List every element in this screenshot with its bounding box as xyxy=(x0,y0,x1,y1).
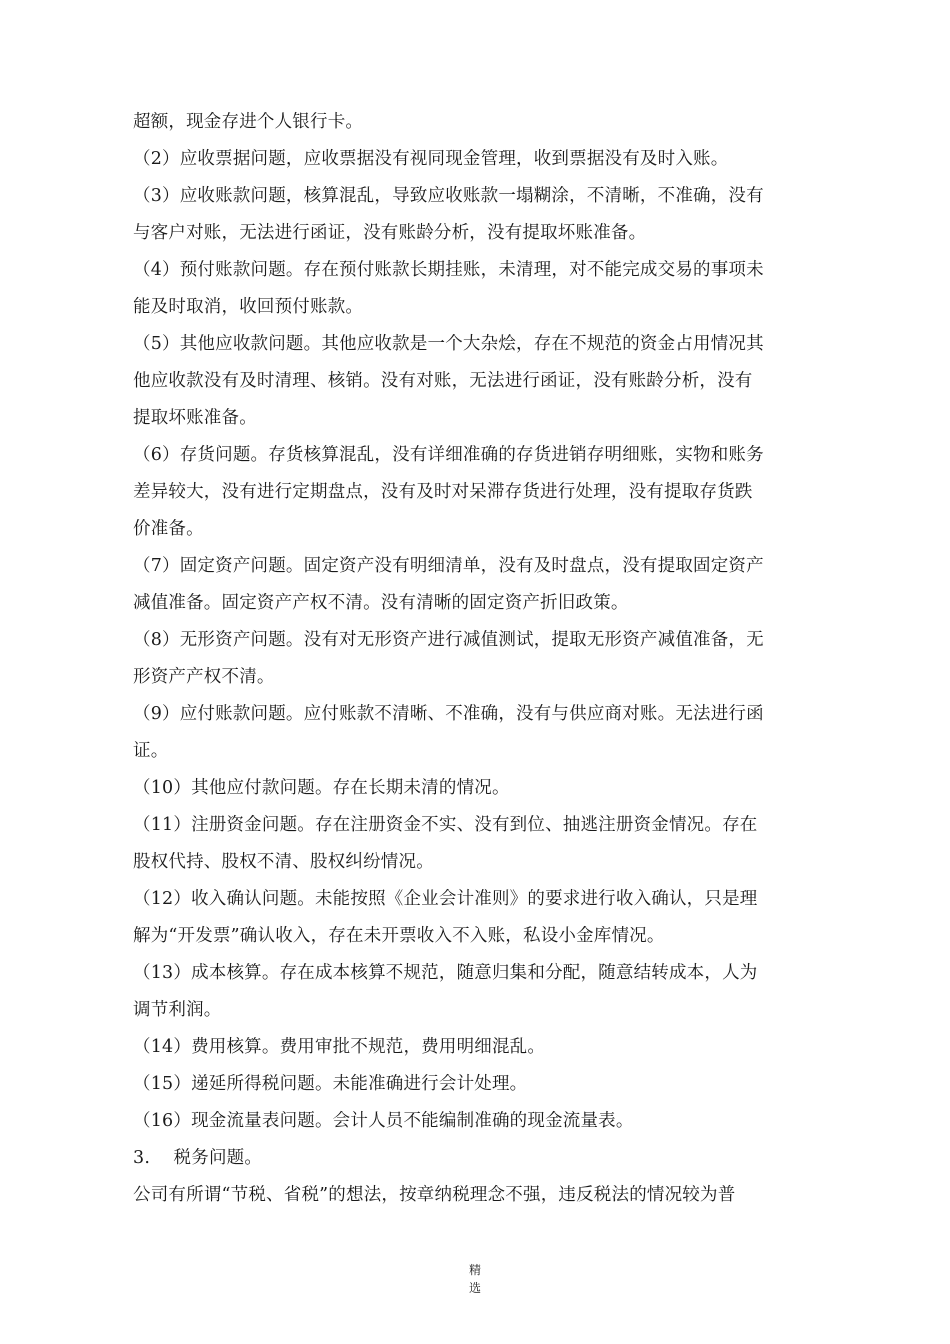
text-line: （13）成本核算。存在成本核算不规范，随意归集和分配，随意结转成本，人为 xyxy=(133,963,758,983)
text-line: 股权代持、股权不清、股权纠纷情况。 xyxy=(133,852,434,872)
text-line: （9）应付账款问题。应付账款不清晰、不准确，没有与供应商对账。无法进行函 xyxy=(133,704,764,724)
text-line: 形资产产权不清。 xyxy=(133,667,275,687)
text-line: （11）注册资金问题。存在注册资金不实、没有到位、抽逃注册资金情况。存在 xyxy=(133,815,758,835)
text-line: （15）递延所得税问题。未能准确进行会计处理。 xyxy=(133,1074,528,1094)
text-line: （14）费用核算。费用审批不规范，费用明细混乱。 xyxy=(133,1037,546,1057)
text-line: 减值准备。固定资产产权不清。没有清晰的固定资产折旧政策。 xyxy=(133,593,629,613)
text-line: 解为“开发票”确认收入，存在未开票收入不入账，私设小金库情况。 xyxy=(133,926,665,946)
text-line: （7）固定资产问题。固定资产没有明细清单，没有及时盘点，没有提取固定资产 xyxy=(133,556,764,576)
text-line: （4）预付账款问题。存在预付账款长期挂账，未清理，对不能完成交易的事项未 xyxy=(133,260,764,280)
text-line: 与客户对账，无法进行函证，没有账龄分析，没有提取坏账准备。 xyxy=(133,223,647,243)
text-line: 公司有所谓“节税、省税”的想法，按章纳税理念不强，违反税法的情况较为普 xyxy=(133,1185,736,1205)
footer-char-1: 精 xyxy=(468,1263,481,1277)
text-line: 提取坏账准备。 xyxy=(133,408,257,428)
text-line: （6）存货问题。存货核算混乱，没有详细准确的存货进销存明细账，实物和账务 xyxy=(133,445,764,465)
text-line: 价准备。 xyxy=(133,519,204,539)
text-line: （5）其他应收款问题。其他应收款是一个大杂烩，存在不规范的资金占用情况其 xyxy=(133,334,764,354)
text-line: 调节利润。 xyxy=(133,1000,222,1020)
document-body xyxy=(133,104,823,1214)
text-line: （16）现金流量表问题。会计人员不能编制准确的现金流量表。 xyxy=(133,1111,634,1131)
section-heading: 3. 税务问题。 xyxy=(133,1148,263,1168)
text-line: 证。 xyxy=(133,741,169,761)
text-line: （2）应收票据问题，应收票据没有视同现金管理，收到票据没有及时入账。 xyxy=(133,149,729,169)
text-line: （12）收入确认问题。未能按照《企业会计准则》的要求进行收入确认，只是理 xyxy=(133,889,758,909)
page-footer xyxy=(0,1261,950,1297)
text-line: 超额，现金存进个人银行卡。 xyxy=(133,112,364,132)
text-line: （10）其他应付款问题。存在长期未清的情况。 xyxy=(133,778,510,798)
text-line: （8）无形资产问题。没有对无形资产进行减值测试，提取无形资产减值准备，无 xyxy=(133,630,764,650)
text-line: 能及时取消，收回预付账款。 xyxy=(133,297,364,317)
text-line: 差异较大，没有进行定期盘点，没有及时对呆滞存货进行处理，没有提取存货跌 xyxy=(133,482,753,502)
text-line: 他应收款没有及时清理、核销。没有对账，无法进行函证，没有账龄分析，没有 xyxy=(133,371,753,391)
footer-char-2: 选 xyxy=(468,1281,481,1295)
text-line: （3）应收账款问题，核算混乱，导致应收账款一塌糊涂，不清晰，不准确，没有 xyxy=(133,186,764,206)
